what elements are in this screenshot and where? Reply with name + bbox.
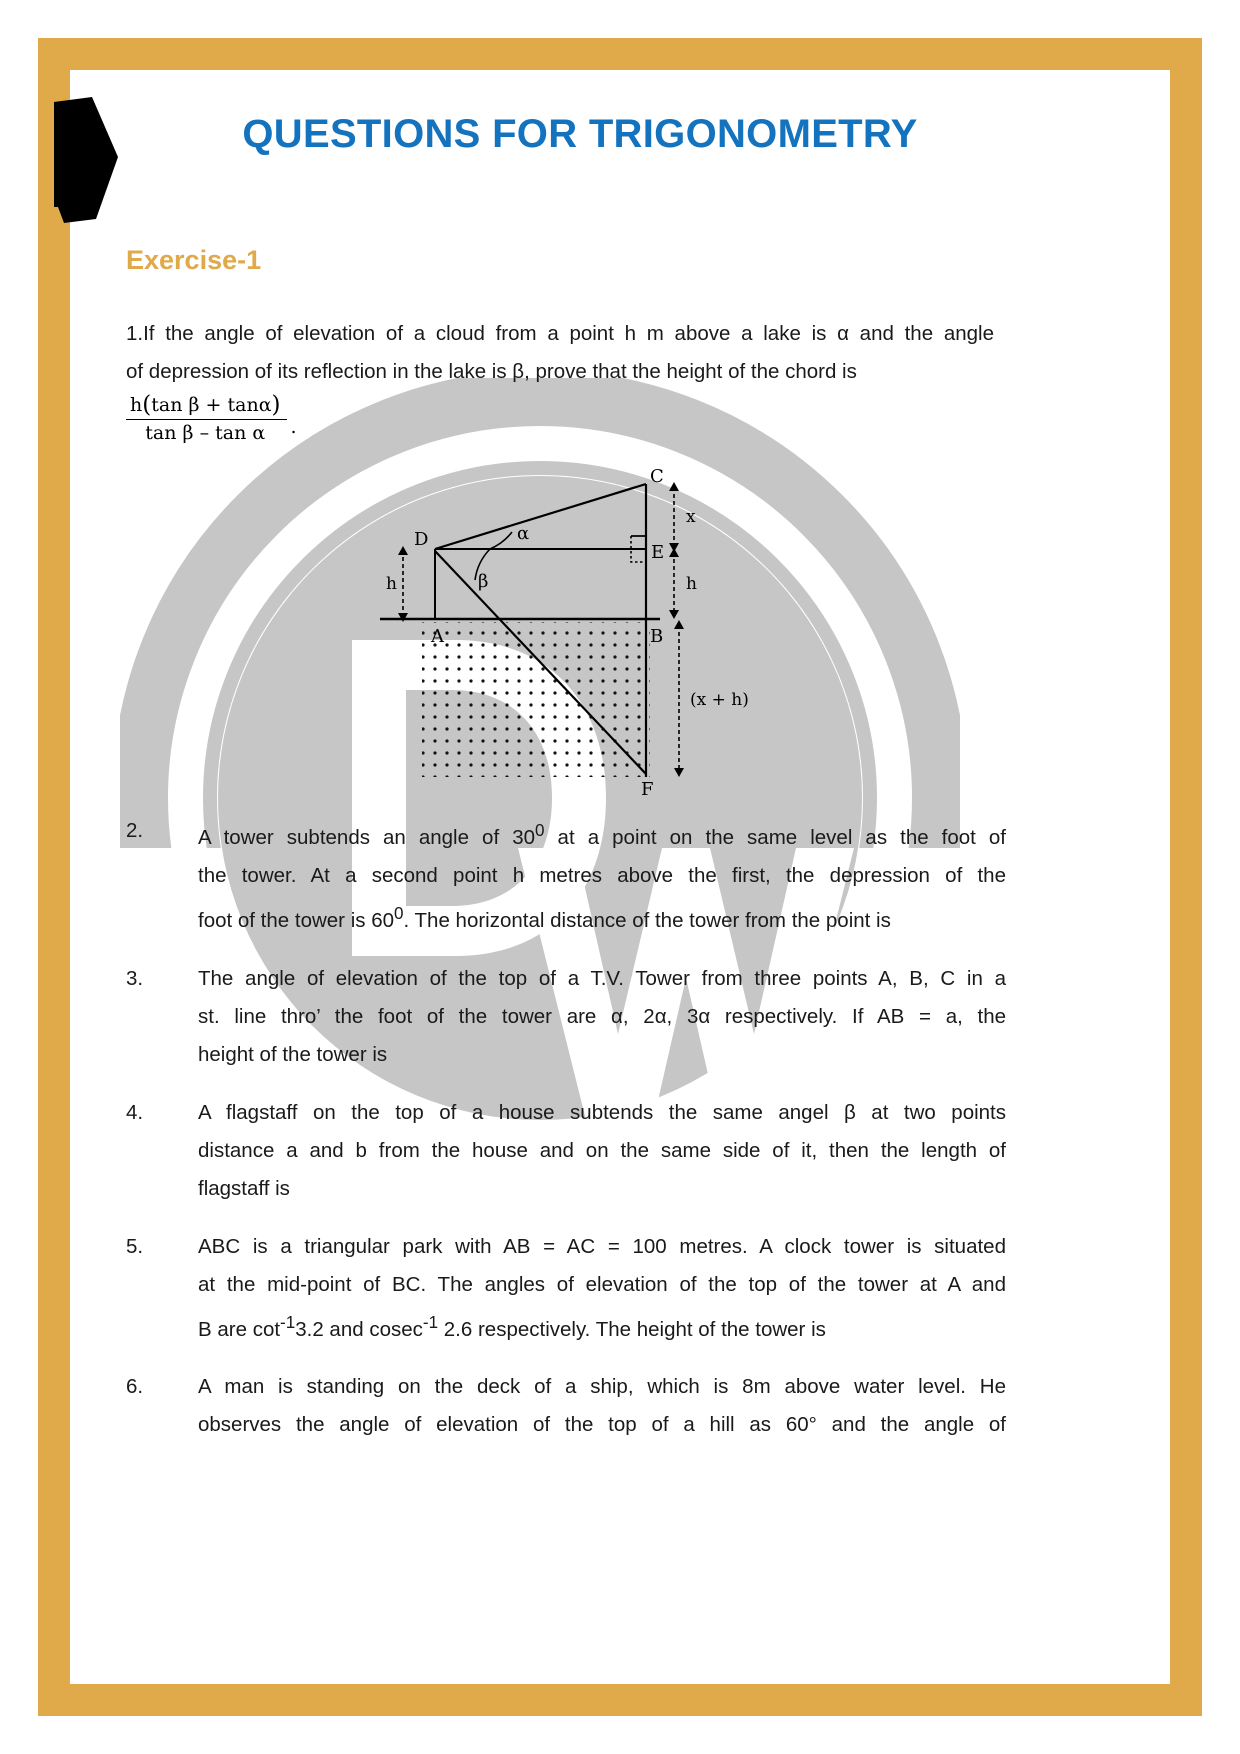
question-body [198, 1228, 1006, 1349]
angle-arc-alpha [490, 532, 512, 549]
question-number: 3. [126, 966, 144, 990]
question-line: st. line thro’ the foot of the tower are α, 2α, 3α respectively. If AB = a, the [198, 1004, 1006, 1028]
question-line: The angle of elevation of the top of a T.V. Tower from three points A, B, C in a [198, 966, 1006, 990]
question-line: A tower subtends an angle of $30^0$ at a point on the same level as the foot of [198, 821, 1006, 849]
arrowhead-xh-top [674, 620, 684, 629]
diagram-label-beta: β [478, 571, 489, 592]
arrowhead-xh-bottom [674, 768, 684, 777]
diagram-label-E: E [651, 542, 665, 563]
question-number: 2. [126, 819, 144, 842]
formula-numerator [126, 392, 287, 420]
question-number: 4. [126, 1100, 144, 1124]
question-list [126, 812, 1006, 1464]
formula-period: . [290, 416, 297, 438]
formula-den-minus: – [199, 422, 210, 444]
question-item [126, 812, 1006, 940]
question-number: 5. [126, 1234, 144, 1258]
formula-num-alpha: α [258, 394, 272, 416]
trigonometry-diagram [360, 462, 760, 802]
diagram-label-B: B [650, 626, 664, 647]
arrowhead-h-left-top [398, 546, 408, 555]
formula-num-tan1: tan [151, 394, 183, 416]
arrowhead-h-right-bottom [669, 610, 679, 619]
question-body [198, 812, 1006, 940]
diagram-label-h-right: h [686, 574, 697, 594]
question-line: A man is standing on the deck of a ship, which is 8m above water level. He [198, 1375, 1006, 1399]
formula-num-plus: + [205, 394, 222, 416]
question-line: observes the angle of elevation of the top of a hill as 60° and the angle of [198, 1413, 1006, 1437]
formula-fraction [126, 392, 287, 444]
segment-DC [435, 484, 646, 549]
question-number: 6. [126, 1375, 144, 1399]
question-line: flagstaff is [198, 1176, 290, 1200]
diagram-label-A: A [431, 626, 444, 647]
formula-num-tan2: tan [227, 394, 259, 416]
diagram-label-alpha: α [517, 523, 530, 544]
lake-water-fill [422, 622, 650, 777]
question-line: A flagstaff on the top of a house subtends the same angel β at two points [198, 1100, 1006, 1124]
formula-den-beta: β [182, 422, 194, 444]
question-body [198, 1368, 1006, 1444]
diagram-label-C: C [650, 466, 664, 487]
arrowhead-h-right-top [669, 548, 679, 557]
page-title: QUESTIONS FOR TRIGONOMETRY [242, 112, 918, 156]
corner-banner-shape [52, 95, 120, 223]
diagram-label-F: F [641, 779, 654, 800]
diagram-label-x-plus-h: (x + h) [690, 690, 749, 710]
question-1-text [126, 315, 994, 391]
question-line: B are $\cot^{-1}3.2$ and cosec$^{-1}$ 2.6 respectively. The height of the tower is [198, 1312, 826, 1341]
question-line: foot of the tower is $60^0$. The horizontal distance of the tower from the point is [198, 903, 891, 932]
formula-den-alpha: α [252, 422, 266, 444]
arrowhead-x-top [669, 482, 679, 491]
question-line: ABC is a triangular park with AB = AC = 100 metres. A clock tower is situated [198, 1234, 1006, 1258]
question-body [198, 960, 1006, 1074]
question-body [198, 1094, 1006, 1208]
formula-denominator [126, 420, 287, 444]
formula-den-tan1: tan [145, 422, 177, 444]
question-item [126, 1368, 1006, 1444]
diagram-label-D: D [414, 529, 429, 550]
formula-num-h: h [130, 394, 143, 416]
question-line: height of the tower is [198, 1042, 388, 1066]
question-1-line-1: 1.If the angle of elevation of a cloud from a point h m above a lake is α and the angle [126, 322, 994, 345]
exercise-heading: Exercise-1 [126, 245, 262, 275]
formula-num-beta: β [188, 394, 200, 416]
formula-den-tan2: tan [215, 422, 247, 444]
question-line: distance a and b from the house and on the same side of it, then the length of [198, 1138, 1006, 1162]
diagram-label-x: x [686, 507, 696, 527]
question-item [126, 1094, 1006, 1208]
right-angle-marker-E [631, 536, 646, 549]
arrowhead-h-left-bottom [398, 613, 408, 622]
formula-num-lparen: ( [142, 392, 152, 418]
formula-num-rparen: ) [271, 392, 281, 418]
diagram-label-h-left: h [386, 574, 397, 594]
question-1-formula [126, 392, 297, 444]
question-line: at the mid-point of BC. The angles of elevation of the top of the tower at A and [198, 1272, 1006, 1296]
question-line: the tower. At a second point h metres above the first, the depression of the [198, 863, 1006, 887]
question-item [126, 960, 1006, 1074]
question-1-line-2: of depression of its reflection in the lake is β, prove that the height of the chord is [126, 360, 857, 383]
question-item [126, 1228, 1006, 1349]
